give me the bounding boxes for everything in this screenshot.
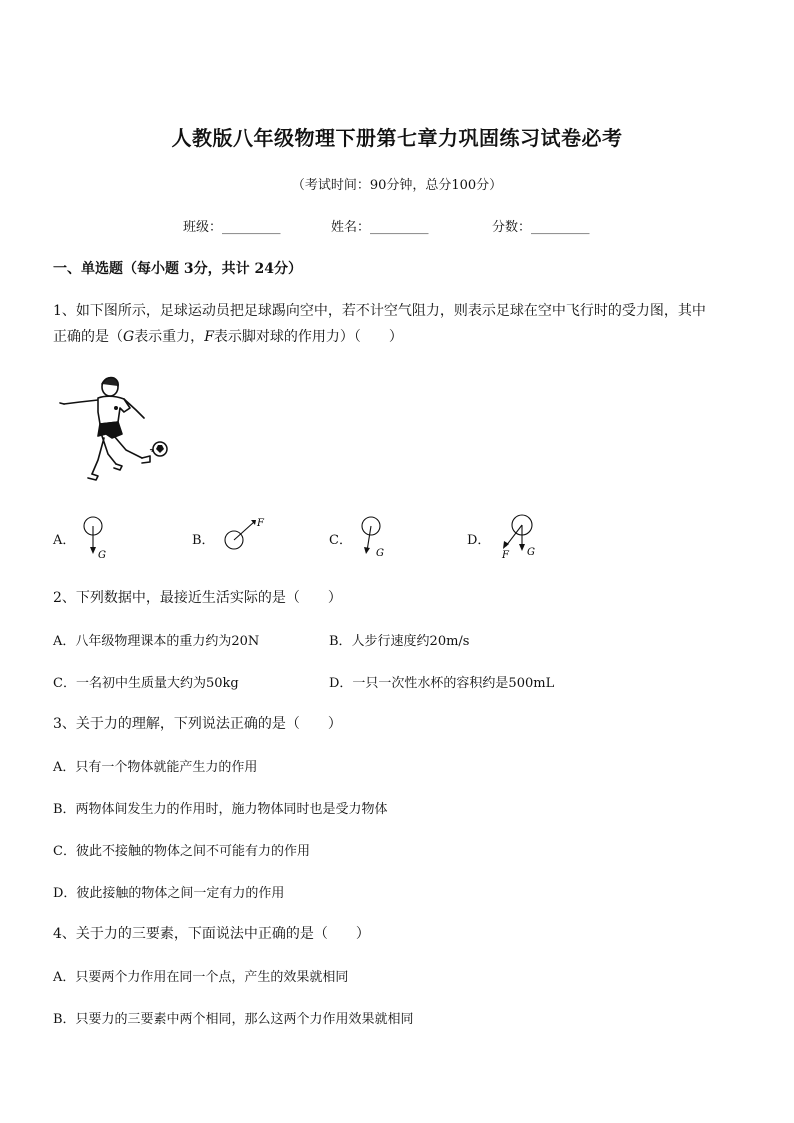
svg-text:G: G [527, 547, 535, 558]
class-field: 班级：_________ [183, 220, 281, 235]
question-1-line1: 1、如下图所示，足球运动员把足球踢向空中，若不计空气阻力，则表示足球在空中飞行时的受力图，其中 [53, 303, 706, 319]
svg-text:F: F [502, 550, 509, 561]
name-field: 姓名：_________ [331, 220, 429, 235]
svg-text:G: G [376, 548, 384, 559]
q1-option-b-label: B． [192, 533, 215, 548]
page-title: 人教版八年级物理下册第七章力巩固练习试卷必考 [171, 126, 623, 150]
q1-option-a-diagram [82, 514, 116, 562]
score-field: 分数：_________ [492, 220, 590, 235]
soccer-ball-icon [153, 442, 167, 456]
q2-option-d: D．一只一次性水杯的容积约是500mL [329, 676, 555, 691]
svg-text:G: G [98, 550, 106, 561]
q2-option-b: B．人步行速度约20m/s [329, 634, 470, 649]
q1-option-a-label: A． [53, 533, 76, 548]
section-heading: 一、单选题（每小题 3分，共计 24分） [53, 261, 302, 277]
q1-option-b-diagram [220, 514, 268, 554]
question-1-line2: 正确的是（G表示重力，F表示脚对球的作用力）（ ） [53, 329, 403, 345]
q1-option-d-label: D． [467, 533, 491, 548]
exam-subtitle: （考试时间：90分钟，总分100分） [291, 178, 503, 193]
q3-option-b: B．两物体间发生力的作用时，施力物体同时也是受力物体 [53, 802, 388, 817]
question-3-stem: 3、关于力的理解，下列说法正确的是（ ） [53, 716, 342, 732]
q2-option-c: C．一名初中生质量大约为50kg [53, 676, 239, 691]
q2-option-a: A．八年级物理课本的重力约为20N [53, 634, 260, 649]
q3-option-d: D．彼此接触的物体之间一定有力的作用 [53, 886, 285, 901]
question-4-stem: 4、关于力的三要素，下面说法中正确的是（ ） [53, 926, 370, 942]
q4-option-b: B．只要力的三要素中两个相同，那么这两个力作用效果就相同 [53, 1012, 414, 1027]
soccer-player-image [58, 372, 178, 482]
q1-option-d-diagram [496, 512, 544, 562]
q3-option-a: A．只有一个物体就能产生力的作用 [53, 760, 258, 775]
svg-text:F: F [257, 518, 264, 529]
q1-option-c-label: C． [329, 533, 352, 548]
q4-option-a: A．只要两个力作用在同一个点，产生的效果就相同 [53, 970, 349, 985]
question-2-stem: 2、下列数据中，最接近生活实际的是（ ） [53, 590, 342, 606]
q3-option-c: C．彼此不接触的物体之间不可能有力的作用 [53, 844, 310, 859]
q1-option-c-diagram [358, 514, 392, 562]
